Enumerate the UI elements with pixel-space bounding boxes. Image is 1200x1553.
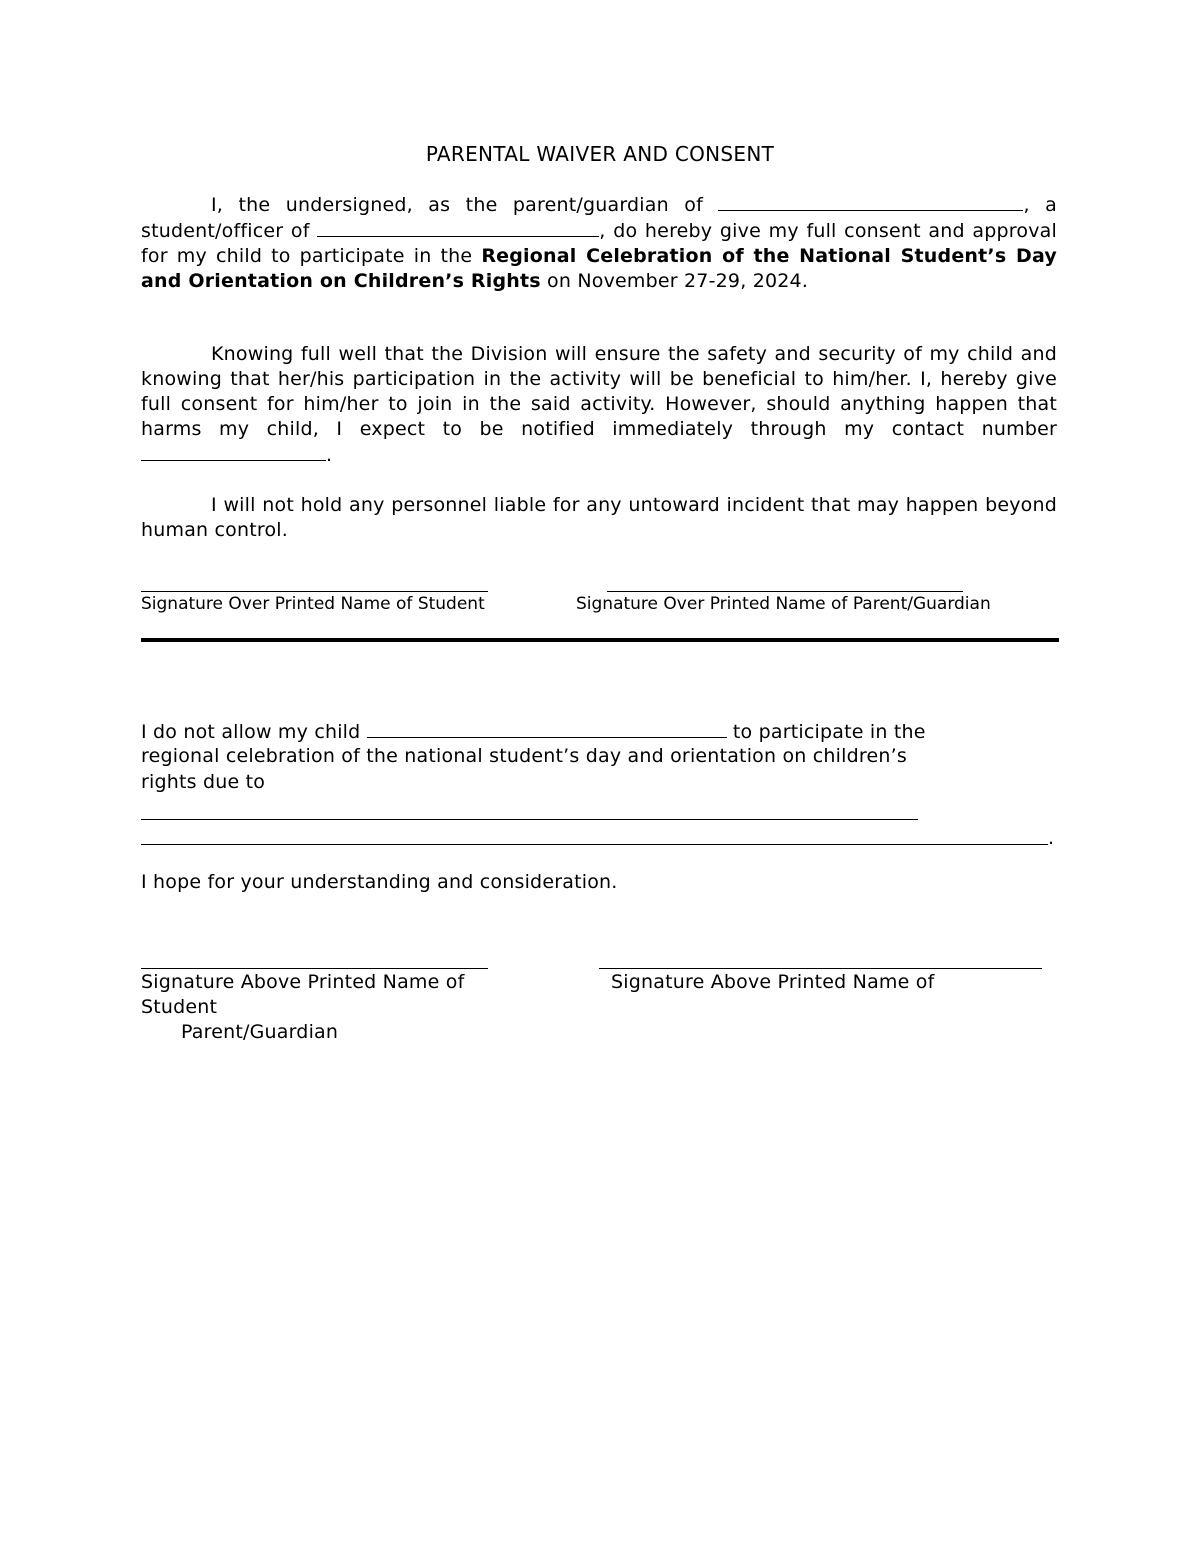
refusal-parent-signature-line[interactable] [599,968,1042,969]
consent-text-2a: Knowing full well that the Division will ensure the safety and security of my child and knowing that her/his participation in the activity will be beneficial to him/her. I, hereby give full consent for him/her to join in the said activity. However, should anything happen that harms my child, I expect to be notified immediately through my contact number [141,343,1057,440]
refusal-child-name-blank[interactable] [367,719,727,738]
reason-blank-line-1[interactable] [141,819,918,820]
closing-line: I hope for your understanding and consideration. [141,871,618,893]
parent-signature-label: Signature Over Printed Name of Parent/Guardian [576,594,991,614]
refusal-line-2: regional celebration of the national student’s day and orientation on children’s [141,745,907,767]
consent-paragraph-3: I will not hold any personnel liable for any untoward incident that may happen beyond human control. [141,494,1057,541]
refusal-student-label-line-2: Student [141,996,218,1018]
consent-paragraph-1 [141,192,1057,294]
consent-text-2b: . [326,444,333,466]
document-title: PARENTAL WAIVER AND CONSENT [425,142,775,166]
refusal-line-1 [141,719,926,745]
event-name: Regional Celebration of the National Student’s Day and Orientation on Children’s Rights [141,245,1057,292]
consent-text-1a: I, the undersigned, as the parent/guardian of [211,194,719,216]
consent-text-1c: , do hereby give my full consent and approval for my child to participate in the [141,220,1057,267]
contact-number-blank[interactable] [141,442,326,461]
refusal-text-1a: I do not allow my child [141,721,367,743]
refusal-parent-label-line-2: Parent/Guardian [181,1021,339,1043]
consent-text-1b: , a student/officer of [141,194,1058,242]
refusal-text-1b: to participate in the [726,721,926,743]
reason-end-period: . [1048,827,1055,849]
section-divider [141,638,1059,642]
refusal-student-signature-line[interactable] [141,968,488,969]
reason-blank-line-2[interactable] [141,844,1048,845]
student-signature-line[interactable] [141,591,488,592]
student-signature-label: Signature Over Printed Name of Student [141,594,485,614]
school-name-blank[interactable] [317,218,599,237]
student-name-blank[interactable] [718,192,1023,211]
parent-signature-line[interactable] [607,591,963,592]
consent-text-1d: on November 27-29, 2024. [540,270,809,292]
refusal-line-3: rights due to [141,771,266,793]
refusal-parent-label-line-1: Signature Above Printed Name of [611,971,935,993]
consent-paragraph-2 [141,342,1057,468]
refusal-student-label-line-1: Signature Above Printed Name of [141,971,465,993]
